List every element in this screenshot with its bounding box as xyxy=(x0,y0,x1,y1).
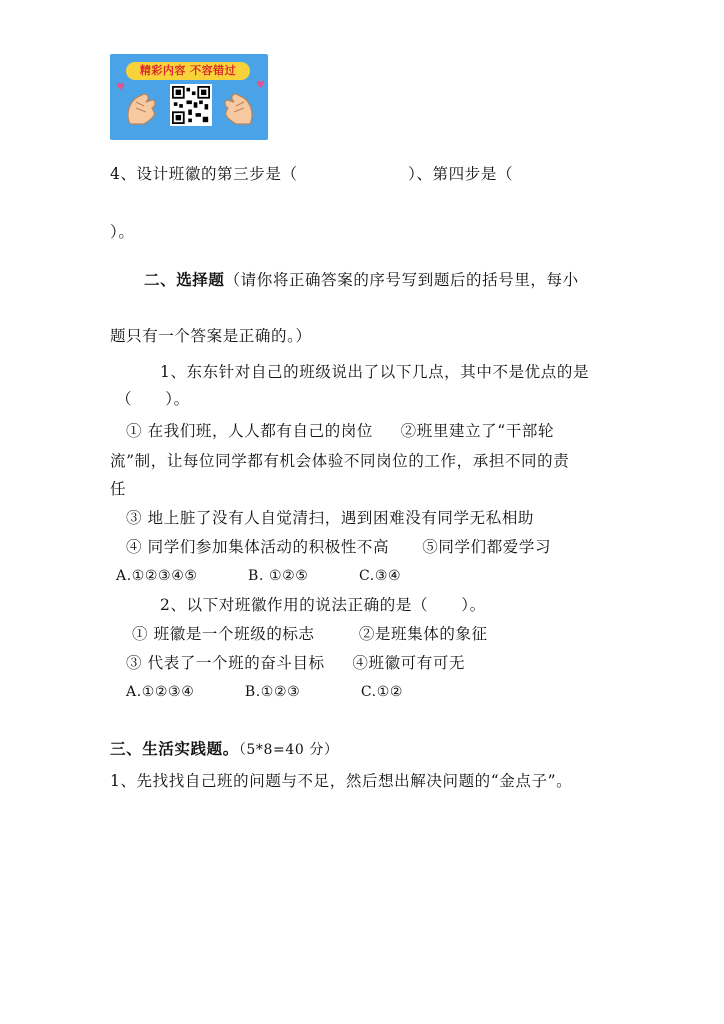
section2-header-line xyxy=(144,270,579,290)
heart-icon: ♥ xyxy=(256,80,265,91)
q2-stem: 2、以下对班徽作用的说法正确的是（ ）。 xyxy=(160,596,486,614)
section3-header-line xyxy=(110,739,339,760)
section3-heading: 三、生活实践题。 xyxy=(110,740,239,758)
banner-title: 精彩内容 不容错过 xyxy=(126,62,250,80)
clapping-hands-icon xyxy=(122,90,162,130)
q1-option-line-5: ④ 同学们参加集体活动的积极性不高 ⑤同学们都爱学习 xyxy=(126,538,552,556)
section3-q1: 1、先找找自己班的问题与不足，然后想出解决问题的“金点子”。 xyxy=(110,772,573,790)
q1-stem-line-1: 1、东东针对自己的班级说出了以下几点，其中不是优点的是 xyxy=(160,363,590,381)
q4-line-2: ）。 xyxy=(110,223,135,241)
q1-option-line-1: ① 在我们班，人人都有自己的岗位 ②班里建立了“干部轮 xyxy=(126,422,555,440)
section3-score: （5*8=40 分） xyxy=(238,742,339,758)
q2-option-line-2: ③ 代表了一个班的奋斗目标 ④班徽可有可无 xyxy=(126,654,466,672)
qr-code xyxy=(170,84,212,126)
clapping-hands-icon xyxy=(218,90,258,130)
section2-instruction: （请你将正确答案的序号写到题后的括号里，每小 xyxy=(224,271,579,289)
section2-instruction-cont: 题只有一个答案是正确的。） xyxy=(110,327,312,345)
qr-code-icon xyxy=(172,86,210,124)
q1-option-line-4: ③ 地上脏了没有人自觉清扫，遇到困难没有同学无私相助 xyxy=(126,509,535,527)
promo-banner xyxy=(110,54,268,140)
q2-choices: A.①②③④ B.①②③ C.①② xyxy=(126,684,404,700)
heart-icon: ♥ xyxy=(116,82,125,93)
q2-option-line-1: ① 班徽是一个班级的标志 ②是班集体的象征 xyxy=(132,625,488,643)
q4-line-1: 4、设计班徽的第三步是（ ）、第四步是（ xyxy=(110,165,514,183)
q1-option-line-3: 任 xyxy=(110,480,127,498)
q1-choices: A.①②③④⑤ B. ①②⑤ C.③④ xyxy=(116,568,402,584)
section2-heading: 二、选择题 xyxy=(144,271,225,289)
q1-option-line-2: 流”制，让每位同学都有机会体验不同岗位的工作，承担不同的责 xyxy=(110,452,570,470)
q1-stem-line-2: （ ）。 xyxy=(116,390,190,408)
